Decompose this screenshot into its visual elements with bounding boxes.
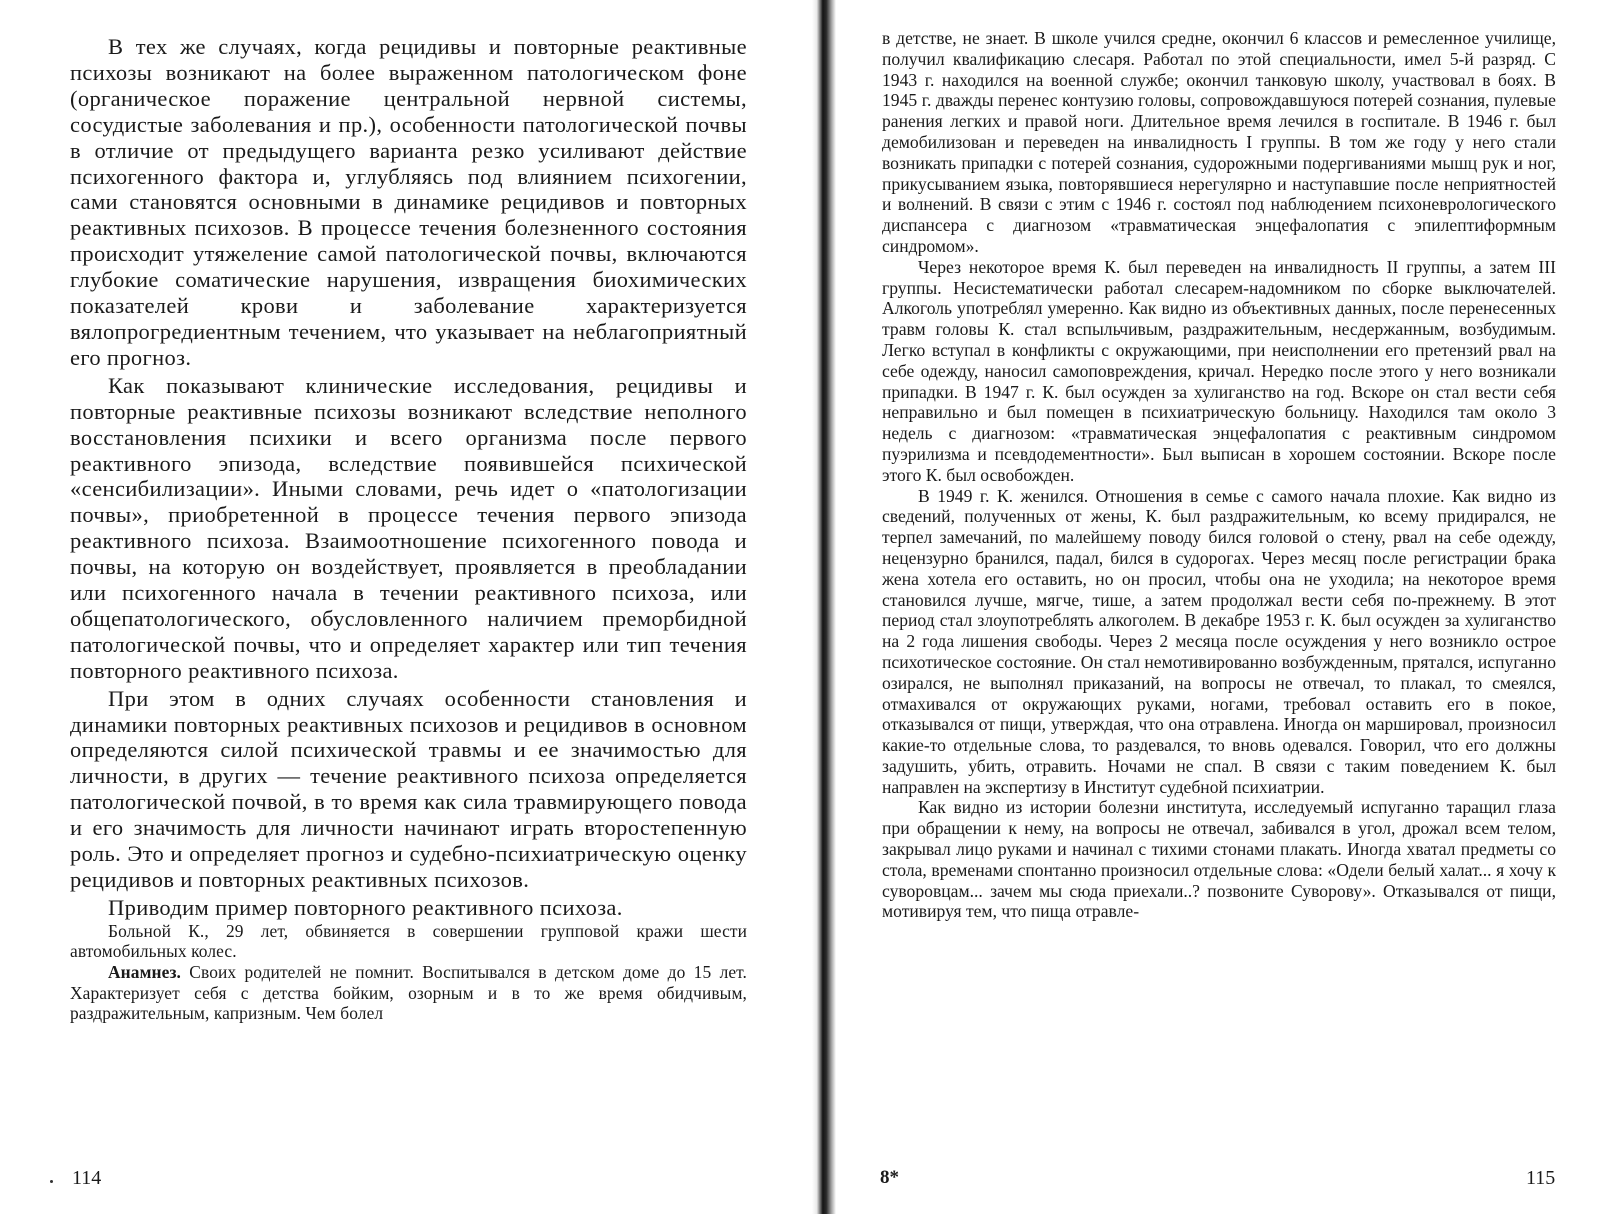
anamnesis-label: Анамнез. bbox=[108, 962, 181, 982]
paragraph: В тех же случаях, когда рецидивы и повторные реактивные психозы возникают на более выраженном патологическом фоне (органическое поражение центральной нервной системы, сосудистые заболевания и пр.), особенности патологической почвы в отличие от предыдущего варианта резко усиливают действие психогенного фактора и, углубляясь под влиянием психогении, сами становятся основными в динамике рецидивов и повторных реактивных психозов. В процессе течения болезненного состояния происходит утяжеление самой патологической почвы, включаются глубокие соматические нарушения, извращения биохимических показателей крови и заболевание характеризуется вялопрогредиентным течением, что указывает на неблагоприятный его прогноз. bbox=[70, 34, 747, 370]
anamnesis-text: Своих родителей не помнит. Воспитывался в детском доме до 15 лет. Характеризует себя с детства бойким, озорным и в то же время обидчивым, раздражительным, капризным. Чем болел bbox=[70, 962, 747, 1024]
signature-mark: 8* bbox=[880, 1167, 899, 1188]
paragraph: Как показывают клинические исследования, рецидивы и повторные реактивные психозы возникают вследствие неполного восстановления психики и всего организма после первого реактивного эпизода, вследствие появившейся психической «сенсибилизации». Иными словами, речь идет о «патологизации почвы», приобретенной в процессе течения первого эпизода реактивного психоза. Взаимоотношение психогенного повода и почвы, на которую он воздействует, проявляется в преобладании или психогенного начала в течении реактивного психоза, или общепатологического, обусловленного наличием преморбидной патологической почвы, что и определяет характер или тип течения повторного реактивного психоза. bbox=[70, 372, 747, 683]
case-intro: Больной К., 29 лет, обвиняется в совершении групповой кражи шести автомобильных колес. bbox=[70, 920, 747, 962]
left-page-body bbox=[70, 34, 747, 1024]
paragraph: Как видно из истории болезни института, исследуемый испуганно таращил глаза при обращении к нему, на вопросы не отвечал, забивался в угол, дрожал всем телом, закрывал лицо руками и начинал с тихими стонами плакать. Иногда хватал предметы со стола, временами спонтанно произносил отдельные слова: «Одели белый халат... я хочу к суворовцам... зачем мы сюда приехали..? позвоните Суворову». Отказывался от пищи, мотивируя тем, что пища отравле- bbox=[882, 797, 1556, 922]
page-number-left: 114 bbox=[72, 1167, 102, 1189]
paragraph: При этом в одних случаях особенности становления и динамики повторных реактивных психозов и рецидивов в основном определяются силой психической травмы и ее значимостью для личности, в других — течение реактивного психоза определяется патологической почвой, в то время как сила травмирующего повода и его значимость для личности начинают играть второстепенную роль. Это и определяет прогноз и судебно-психиатрическую оценку рецидивов и повторных реактивных психозов. bbox=[70, 685, 747, 892]
paragraph: В 1949 г. К. женился. Отношения в семье с самого начала плохие. Как видно из сведений, полученных от жены, К. был раздражительным, ко всему придирался, не терпел замечаний, по малейшему поводу бился головой о стену, рвал на себе одежду, нецензурно бранился, падал, бился в судорогах. Через месяц после регистрации брака жена хотела его оставить, но он просил, чтобы она не уходила; на некоторое время становился лучше, мягче, тише, а затем продолжал вести себя по-прежнему. В этот период стал злоупотреблять алкоголем. В декабре 1953 г. К. был осужден за хулиганство на 2 года лишения свободы. Через 2 месяца после осуждения у него возникло острое психотическое состояние. Он стал немотивированно возбужденным, прятался, испуганно озирался, не выполнял приказаний, на вопросы не отвечал, то плакал, то смеялся, отмахивался от окружающих руками, ногами, требовал оставить его в покое, отказывался от пищи, утверждая, что она отравлена. Иногда он маршировал, произносил какие-то отдельные слова, то раздевался, то вновь одевался. Говорил, что его должны задушить, убить, отравить. Ночами не спал. В связи с таким поведением К. был направлен на экспертизу в Институт судебной психиатрии. bbox=[882, 485, 1556, 797]
page-number-right: 115 bbox=[1526, 1167, 1556, 1189]
anamnesis-paragraph bbox=[70, 962, 747, 1024]
paragraph: Приводим пример повторного реактивного психоза. bbox=[108, 894, 623, 920]
stray-dot bbox=[50, 1180, 53, 1183]
right-page bbox=[834, 0, 1600, 1214]
right-page-body bbox=[882, 28, 1556, 922]
book-gutter bbox=[812, 0, 836, 1214]
paragraph: в детстве, не знает. В школе учился средне, окончил 6 классов и ремесленное училище, получил квалификацию слесаря. Работал по этой специальности, имел 5-й разряд. С 1943 г. находился на военной службе; окончил танковую школу, участвовал в боях. В 1945 г. дважды перенес контузию головы, сопровождавшуюся потерей сознания, пулевые ранения легких и правой ноги. Длительное время лечился в госпитале. В 1946 г. был демобилизован и переведен на инвалидность I группы. В том же году у него стали возникать припадки с потерей сознания, судорожными подергиваниями мышц рук и ног, прикусыванием языка, повторявшиеся нерегулярно и наступавшие после неприятностей и волнений. В связи с этим с 1946 г. состоял под наблюдением психоневрологического диспансера с диагнозом «травматическая энцефалопатия с эпилептиформным синдромом». bbox=[882, 28, 1556, 256]
paragraph: Через некоторое время К. был переведен на инвалидность II группы, а затем III группы. Несистематически работал слесарем-надомником по сборке выключателей. Алкоголь употреблял умеренно. Как видно из объективных данных, после перенесенных травм головы К. стал вспыльчивым, раздражительным, несдержанным, возбудимым. Легко вступал в конфликты с окружающими, при неисполнении его претензий рвал на себе одежду, наносил самоповреждения, кричал. Нередко после этого у него возникали припадки. В 1947 г. К. был осужден за хулиганство на год. Вскоре он стал вести себя неправильно и был помещен в психиатрическую больницу. Находился там около 3 недель с диагнозом: «травматическая энцефалопатия с реактивным синдромом пуэрилизма и псевдодементности». Был выписан в хорошем состоянии. Вскоре после этого К. был освобожден. bbox=[882, 256, 1556, 485]
